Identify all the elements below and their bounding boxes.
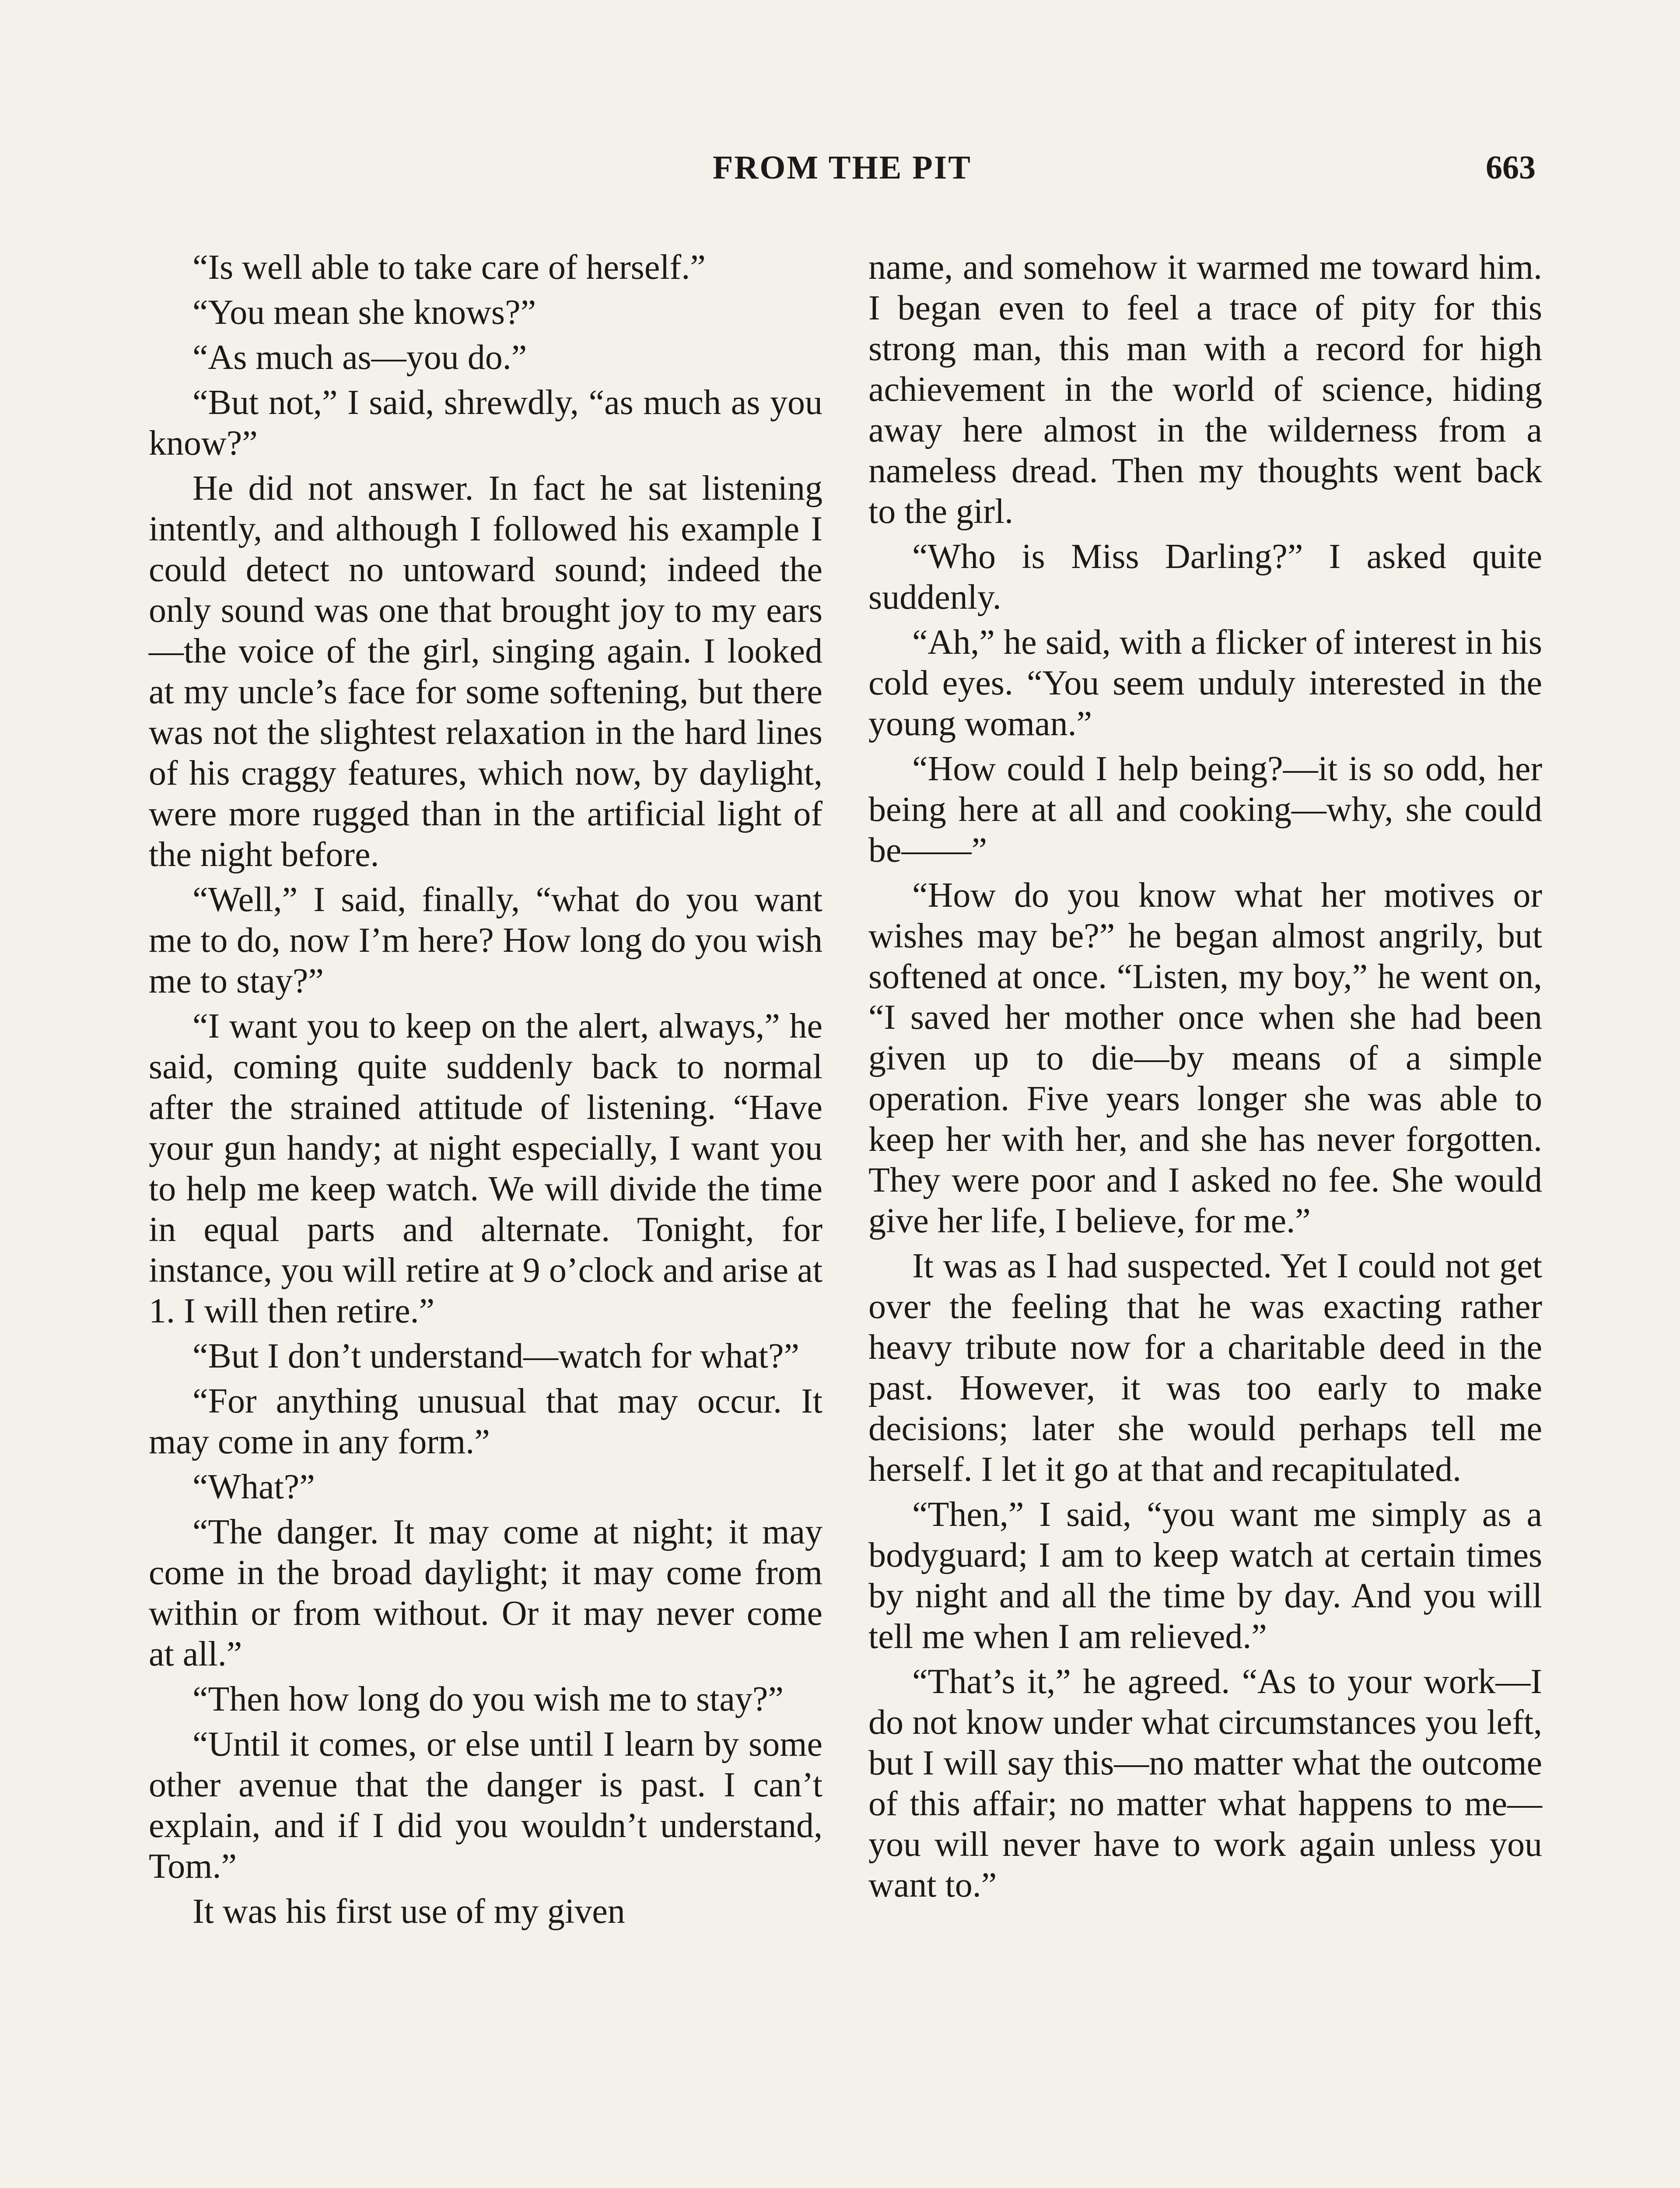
paragraph: “But I don’t understand—watch for what?”: [192, 1337, 799, 1375]
paragraph: “Then,” I said, “you want me simply as a bodyguard; I am to keep watch at certain times by night and all the time by day. And you will tell me when I am relieved.”: [868, 1495, 1542, 1656]
paragraph: “How could I help being?—it is so odd, her being here at all and cooking—why, she could be——”: [868, 750, 1542, 870]
paragraph: “The danger. It may come at night; it may come in the broad daylight; it may come from within or from without. Or it may never come at all.”: [149, 1513, 822, 1673]
paragraph: “Ah,” he said, with a flicker of interest in his cold eyes. “You seem unduly interested in the young woman.”: [868, 623, 1542, 743]
paragraph: “But not,” I said, shrewdly, “as much as you know?”: [149, 383, 822, 463]
paragraph: “I want you to keep on the alert, always,” he said, coming quite suddenly back to normal after the strained attitude of listening. “Have your gun handy; at night especially, I want you to help me keep watch. We will divide the time in equal parts and alternate. Tonight, for instance, you will retire at 9 o’clock and arise at 1. I will then retire.”: [149, 1007, 822, 1330]
running-head: FROM THE PIT: [713, 149, 972, 186]
page-header: [149, 149, 1536, 193]
paragraph: He did not answer. In fact he sat listening intently, and although I followed his example I could detect no untoward sound; indeed the only sound was one that brought joy to my ears—the voice of the girl, singing again. I looked at my uncle’s face for some softening, but there was not the slightest relaxation in the hard lines of his craggy features, which now, by daylight, were more rugged than in the artificial light of the night before.: [149, 469, 822, 874]
paragraph: “You mean she knows?”: [192, 293, 536, 332]
paragraph: It was his first use of my given: [192, 1892, 625, 1931]
paragraph: “Well,” I said, finally, “what do you want me to do, now I’m here? How long do you wish me to stay?”: [149, 880, 822, 1000]
paragraph: name, and somehow it warmed me toward him. I began even to feel a trace of pity for this strong man, this man with a record for high achievement in the world of science, hiding away here almost in the wilderness from a nameless dread. Then my thoughts went back to the girl.: [868, 248, 1542, 531]
paragraph: “For anything unusual that may occur. It may come in any form.”: [149, 1382, 822, 1461]
paragraph: “What?”: [192, 1468, 315, 1506]
page-number: 663: [1486, 149, 1536, 186]
paragraph: “As much as—you do.”: [192, 338, 527, 377]
paragraph: “Until it comes, or else until I learn by some other avenue that the danger is past. I can’t explain, and if I did you wouldn’t understand, Tom.”: [149, 1725, 822, 1886]
right-column: [868, 247, 1542, 1910]
paragraph: “That’s it,” he agreed. “As to your work—I do not know under what circumstances you left, but I will say this—no matter what the outcome of this affair; no matter what happens to me—you will never have to work again unless you want to.”: [868, 1662, 1542, 1904]
paragraph: “How do you know what her motives or wishes may be?” he began almost angrily, but softened at once. “Listen, my boy,” he went on, “I saved her mother once when she had been given up to die—by means of a simple operation. Five years longer she was able to keep her with her, and she has never forgotten. They were poor and I asked no fee. She would give her life, I believe, for me.”: [868, 876, 1542, 1240]
left-column: [149, 247, 822, 1936]
paragraph: “Who is Miss Darling?” I asked quite suddenly.: [868, 537, 1542, 617]
paragraph: It was as I had suspected. Yet I could not get over the feeling that he was exacting rather heavy tribute now for a charitable deed in the past. However, it was too early to make decisions; later she would perhaps tell me herself. I let it go at that and recapitulated.: [868, 1247, 1542, 1489]
paragraph: “Then how long do you wish me to stay?”: [192, 1680, 784, 1718]
paragraph: “Is well able to take care of herself.”: [192, 248, 706, 287]
